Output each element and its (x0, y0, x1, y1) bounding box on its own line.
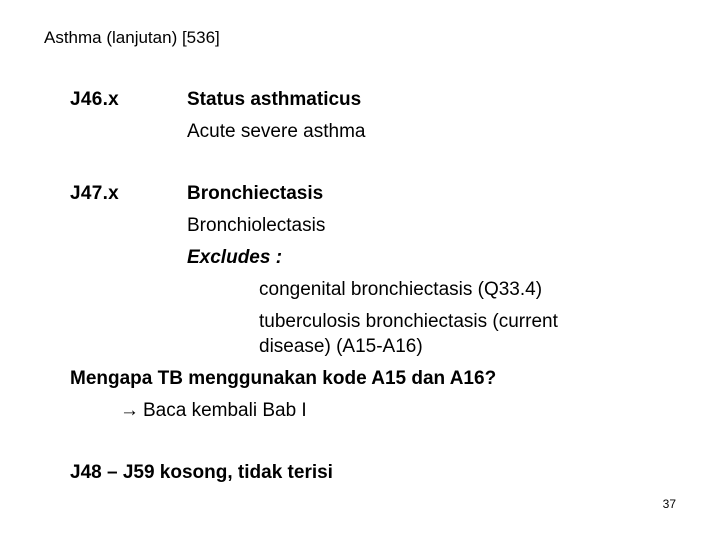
excludes-item-2-cont: disease) (A15-A16) (259, 336, 423, 357)
question-text: Mengapa TB menggunakan kode A15 dan A16? (70, 368, 497, 389)
footer-note: J48 – J59 kosong, tidak terisi (70, 462, 333, 483)
answer-text: Baca kembali Bab I (143, 400, 307, 421)
j47-secondary-term: Bronchiolectasis (187, 215, 326, 236)
page-number: 37 (662, 497, 676, 511)
excludes-item-1: congenital bronchiectasis (Q33.4) (259, 279, 543, 300)
code-j46: J46.x (70, 89, 120, 110)
right-arrow-icon: → (120, 400, 139, 421)
j46-primary-term: Status asthmaticus (187, 89, 362, 110)
code-j47: J47.x (70, 183, 120, 204)
j46-secondary-term: Acute severe asthma (187, 121, 366, 142)
j47-primary-term: Bronchiectasis (187, 183, 324, 204)
slide-title: Asthma (lanjutan) [536] (44, 28, 220, 47)
answer-line (120, 400, 307, 422)
excludes-label: Excludes : (187, 247, 283, 268)
excludes-item-2: tuberculosis bronchiectasis (current (259, 311, 558, 332)
